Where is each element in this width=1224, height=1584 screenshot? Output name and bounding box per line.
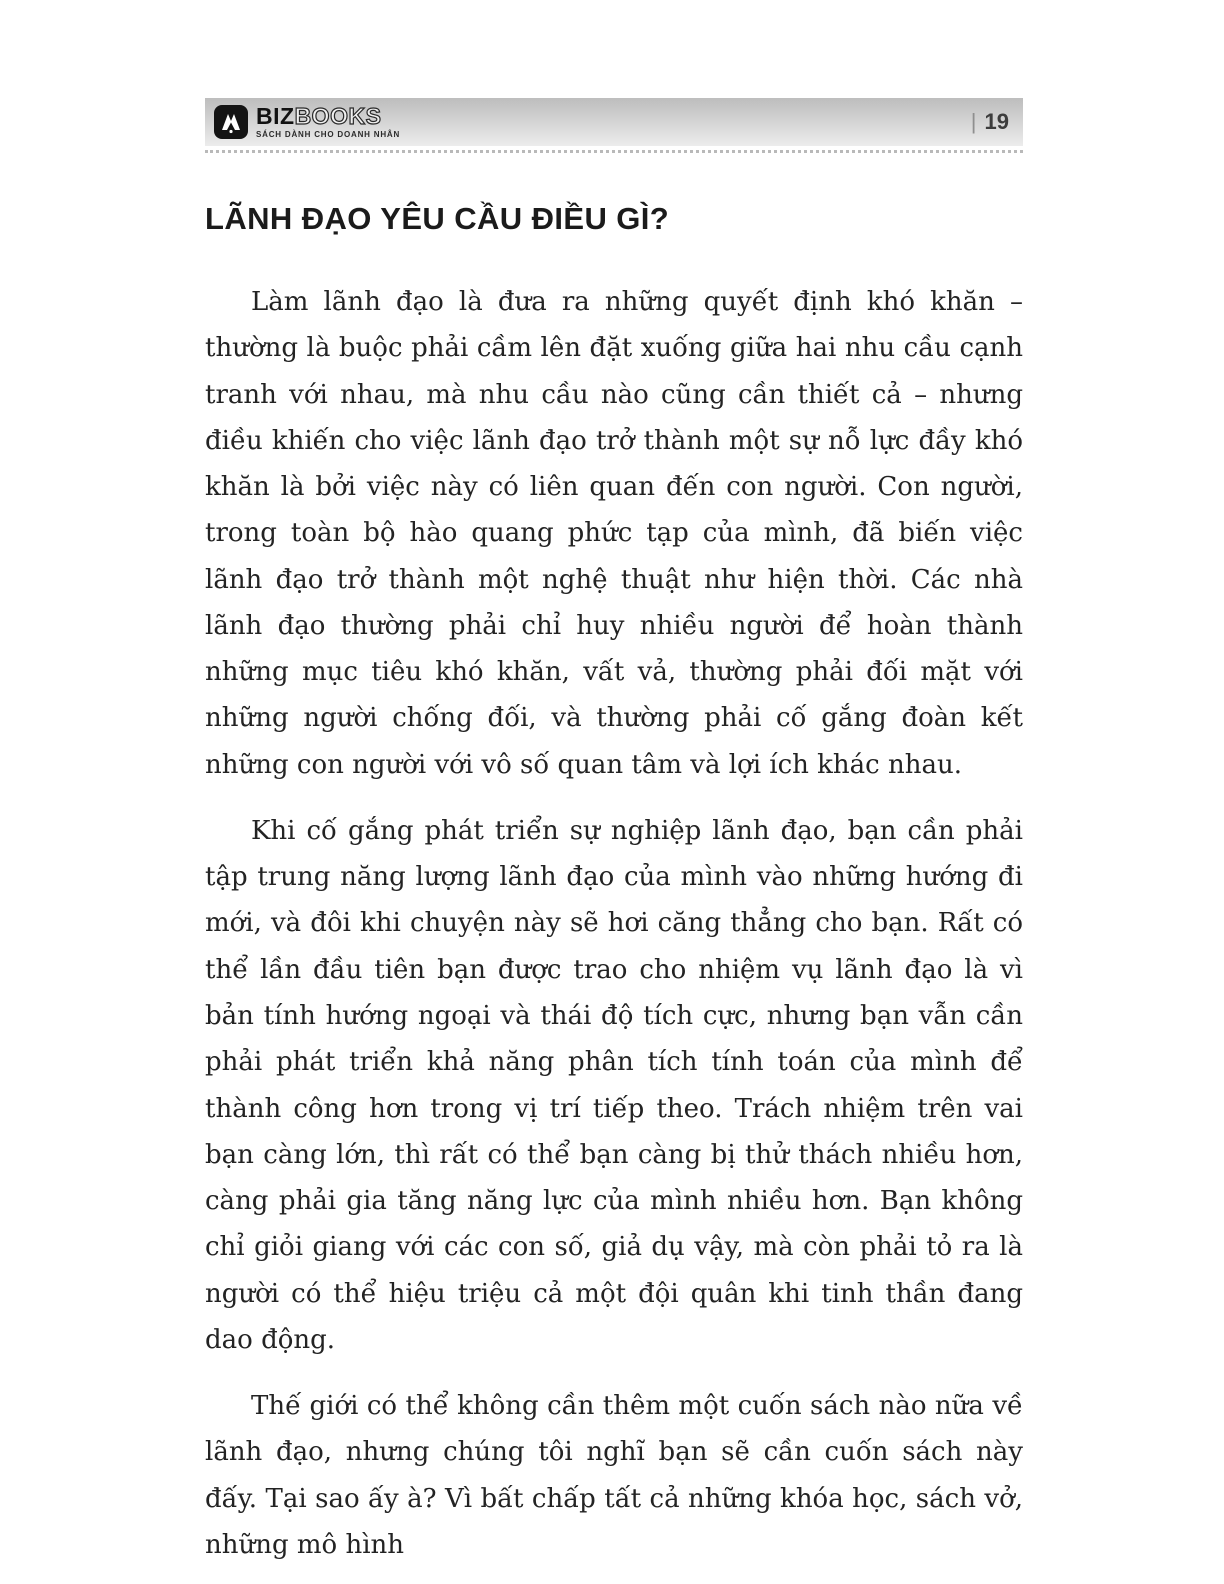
paragraph-1: Làm lãnh đạo là đưa ra những quyết định khó khăn – thường là buộc phải cầm lên đặt xuống giữa hai nhu cầu cạnh tranh với nhau, mà nhu cầu nào cũng cần thiết cả – nhưng điều khiến cho việc lãnh đạo trở thành một sự nỗ lực đầy khó khăn là bởi việc này có liên quan đến con người. Con người, trong toàn bộ hào quang phức tạp của mình, đã biến việc lãnh đạo trở thành một nghệ thuật như hiện thời. Các nhà lãnh đạo thường phải chỉ huy nhiều người để hoàn thành những mục tiêu khó khăn, vất vả, thường phải đối mặt với những người chống đối, và thường phải cố gắng đoàn kết những con người với vô số quan tâm và lợi ích khác nhau. xyxy=(205,287,1023,780)
brand-tagline: SÁCH DÀNH CHO DOANH NHÂN xyxy=(256,130,401,139)
bizbooks-logo xyxy=(213,104,400,140)
page-number-separator: | xyxy=(970,109,977,134)
page-content xyxy=(205,98,1023,1584)
bizbooks-logo-icon xyxy=(213,104,249,140)
paragraph-3: Thế giới có thể không cần thêm một cuốn sách nào nữa về lãnh đạo, nhưng chúng tôi nghĩ bạn sẽ cần cuốn sách này đấy. Tại sao ấy à? Vì bất chấp tất cả những khóa học, sách vở, những mô hình xyxy=(205,1391,1023,1560)
brand-name xyxy=(256,105,400,128)
logo-text xyxy=(256,105,400,139)
chapter-title: LÃNH ĐẠO YÊU CẦU ĐIỀU GÌ? xyxy=(205,201,670,236)
page-header xyxy=(205,98,1023,146)
page-number-value: 19 xyxy=(984,109,1009,134)
paragraph-2: Khi cố gắng phát triển sự nghiệp lãnh đạo, bạn cần phải tập trung năng lượng lãnh đạo của mình vào những hướng đi mới, và đôi khi chuyện này sẽ hơi căng thẳng cho bạn. Rất có thể lần đầu tiên bạn được trao cho nhiệm vụ lãnh đạo là vì bản tính hướng ngoại và thái độ tích cực, nhưng bạn vẫn cần phải phát triển khả năng phân tích tính toán của mình để thành công hơn trong vị trí tiếp theo. Trách nhiệm trên vai bạn càng lớn, thì rất có thể bạn càng bị thử thách nhiều hơn, càng phải gia tăng năng lực của mình nhiều hơn. Bạn không chỉ giỏi giang với các con số, giả dụ vậy, mà còn phải tỏ ra là người có thể hiệu triệu cả một đội quân khi tinh thần đang dao động. xyxy=(205,815,1023,1355)
header-divider xyxy=(205,150,1023,153)
brand-books: BOOKS xyxy=(294,103,382,129)
brand-biz: BIZ xyxy=(256,103,295,129)
page-number xyxy=(971,109,1009,135)
